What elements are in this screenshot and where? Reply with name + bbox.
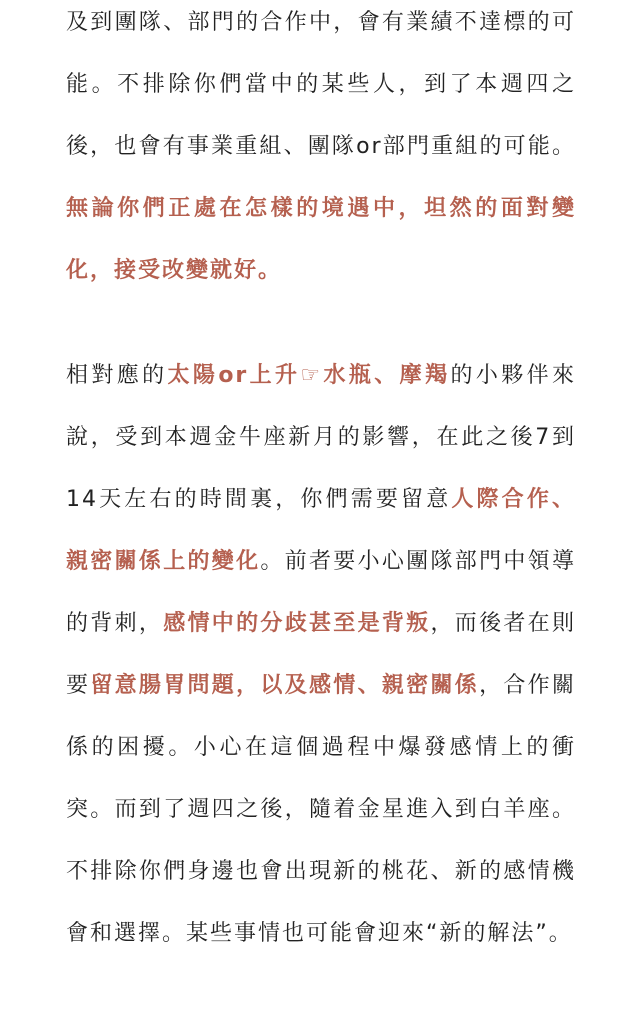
text-segment: 及到團隊、部門的合作中，會有業績不達標的可能。不排除你們當中的某些人，到了本週四之後，也會有事業重組、團隊or部門重組的可能。 [66, 10, 576, 159]
text-segment: 相對應的 [66, 363, 168, 388]
paragraph-1 [66, 0, 576, 302]
highlighted-text: 太陽or上升☞水瓶、摩羯 [167, 363, 451, 388]
highlighted-text: 留意腸胃問題，以及感情、親密關係 [90, 673, 480, 698]
text-segment: ，合作關係的困擾。小心在這個過程中爆發感情上的衝突。而到了週四之後，隨着金星進入到白羊座。不排除你們身邊也會出現新的桃花、新的感情機會和選擇。某些事情也可能會迎來“新的解法”。 [66, 673, 576, 946]
text-segment: ，而後者在則要 [66, 611, 576, 698]
text-segment: 。前者要小心團隊部門中領導的背刺， [66, 549, 576, 636]
paragraph-2 [66, 345, 576, 965]
highlighted-text: 人際合作、親密關係上的變化 [66, 487, 576, 574]
highlighted-text: 無論你們正處在怎樣的境遇中，坦然的面對變化，接受改變就好。 [66, 196, 576, 283]
highlighted-text: 感情中的分歧甚至是背叛 [163, 611, 431, 636]
text-segment: 的小夥伴來說，受到本週金牛座新月的影響，在此之後7到14天左右的時間裏，你們需要留意 [66, 363, 576, 512]
